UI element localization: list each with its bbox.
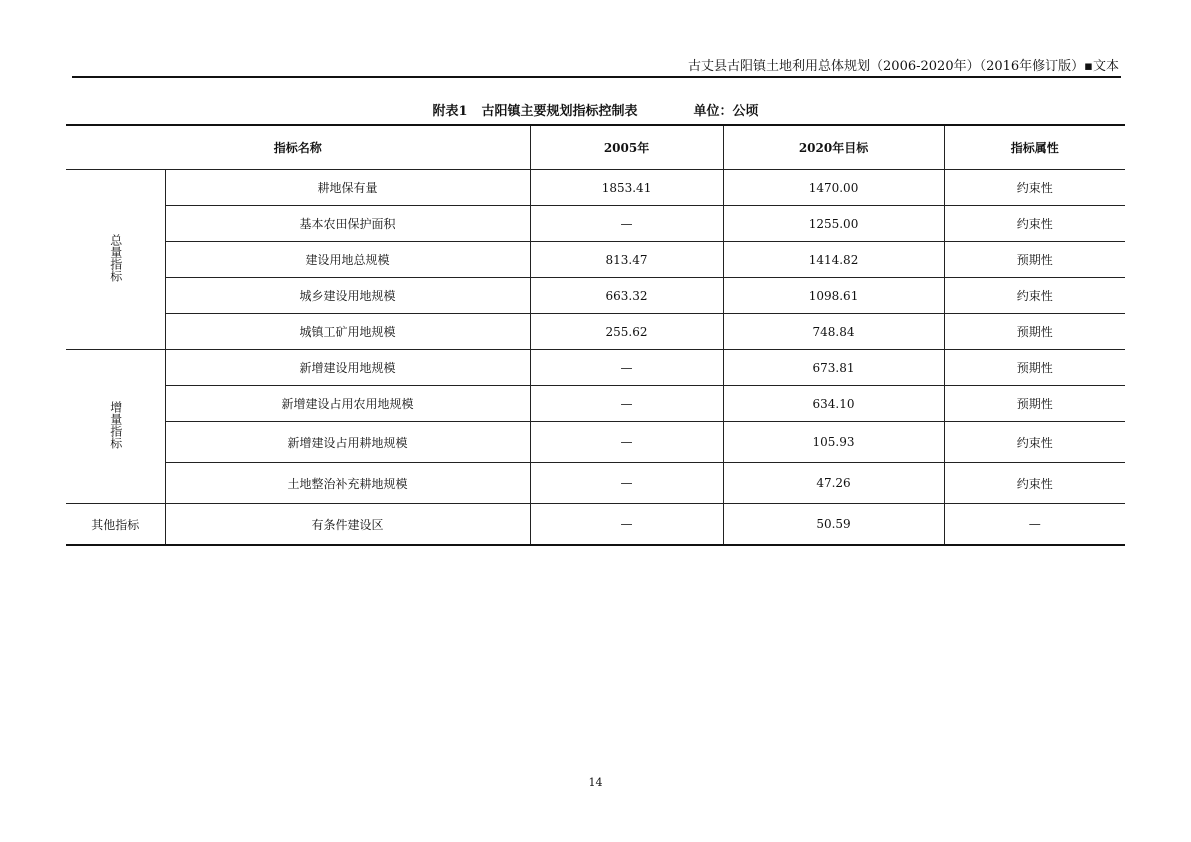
row-name: 土地整治补充耕地规模 [165,463,530,504]
row-name: 城乡建设用地规模 [165,278,530,314]
row-value-2005: — [530,206,723,242]
row-value-2020: 105.93 [723,422,944,463]
row-name: 新增建设占用耕地规模 [165,422,530,463]
table-row [66,463,1125,504]
row-attribute: 约束性 [944,278,1125,314]
table-row [66,422,1125,463]
table-header-row [66,125,1125,170]
row-attribute: 预期性 [944,242,1125,278]
row-value-2020: 1414.82 [723,242,944,278]
page-number: 14 [588,776,603,789]
row-attribute: 预期性 [944,386,1125,422]
row-attribute: 预期性 [944,350,1125,386]
table-row [66,350,1125,386]
row-value-2020: 634.10 [723,386,944,422]
document-header: 古丈县古阳镇土地利用总体规划（2006-2020年）（2016年修订版）▪文本 [688,59,1119,74]
row-value-2020: 50.59 [723,504,944,546]
header-rule [72,76,1121,78]
row-value-2005: — [530,504,723,546]
row-value-2005: 1853.41 [530,170,723,206]
row-attribute: 约束性 [944,463,1125,504]
group-label-increment-text: 增量指标 [108,401,123,449]
row-value-2005: 663.32 [530,278,723,314]
table-row [66,504,1125,546]
row-name: 有条件建设区 [165,504,530,546]
table-row [66,170,1125,206]
caption-label: 附表1 [432,104,468,119]
row-value-2005: 813.47 [530,242,723,278]
caption-unit: 单位：公顷 [693,104,759,119]
row-value-2005: — [530,422,723,463]
column-header-name: 指标名称 [66,125,530,170]
table-caption [0,100,1191,119]
row-value-2020: 1098.61 [723,278,944,314]
group-label-total-text: 总量指标 [108,234,123,282]
row-value-2005: — [530,463,723,504]
row-attribute: 约束性 [944,422,1125,463]
group-label-total [66,170,165,350]
column-header-attribute: 指标属性 [944,125,1125,170]
row-value-2020: 1255.00 [723,206,944,242]
row-attribute: — [944,504,1125,546]
caption-title: 古阳镇主要规划指标控制表 [481,104,638,119]
row-value-2005: 255.62 [530,314,723,350]
row-value-2005: — [530,386,723,422]
row-value-2020: 47.26 [723,463,944,504]
table-row [66,206,1125,242]
table-row [66,242,1125,278]
row-attribute: 约束性 [944,170,1125,206]
row-value-2020: 1470.00 [723,170,944,206]
row-attribute: 预期性 [944,314,1125,350]
group-label-other: 其他指标 [66,504,165,546]
row-attribute: 约束性 [944,206,1125,242]
row-value-2020: 673.81 [723,350,944,386]
row-name: 新增建设占用农用地规模 [165,386,530,422]
table-row [66,386,1125,422]
row-name: 城镇工矿用地规模 [165,314,530,350]
table-row [66,314,1125,350]
column-header-2020: 2020年目标 [723,125,944,170]
row-value-2005: — [530,350,723,386]
row-name: 耕地保有量 [165,170,530,206]
row-name: 建设用地总规模 [165,242,530,278]
indicator-table [66,124,1125,546]
column-header-2005: 2005年 [530,125,723,170]
row-value-2020: 748.84 [723,314,944,350]
group-label-increment [66,350,165,504]
row-name: 基本农田保护面积 [165,206,530,242]
row-name: 新增建设用地规模 [165,350,530,386]
table-row [66,278,1125,314]
